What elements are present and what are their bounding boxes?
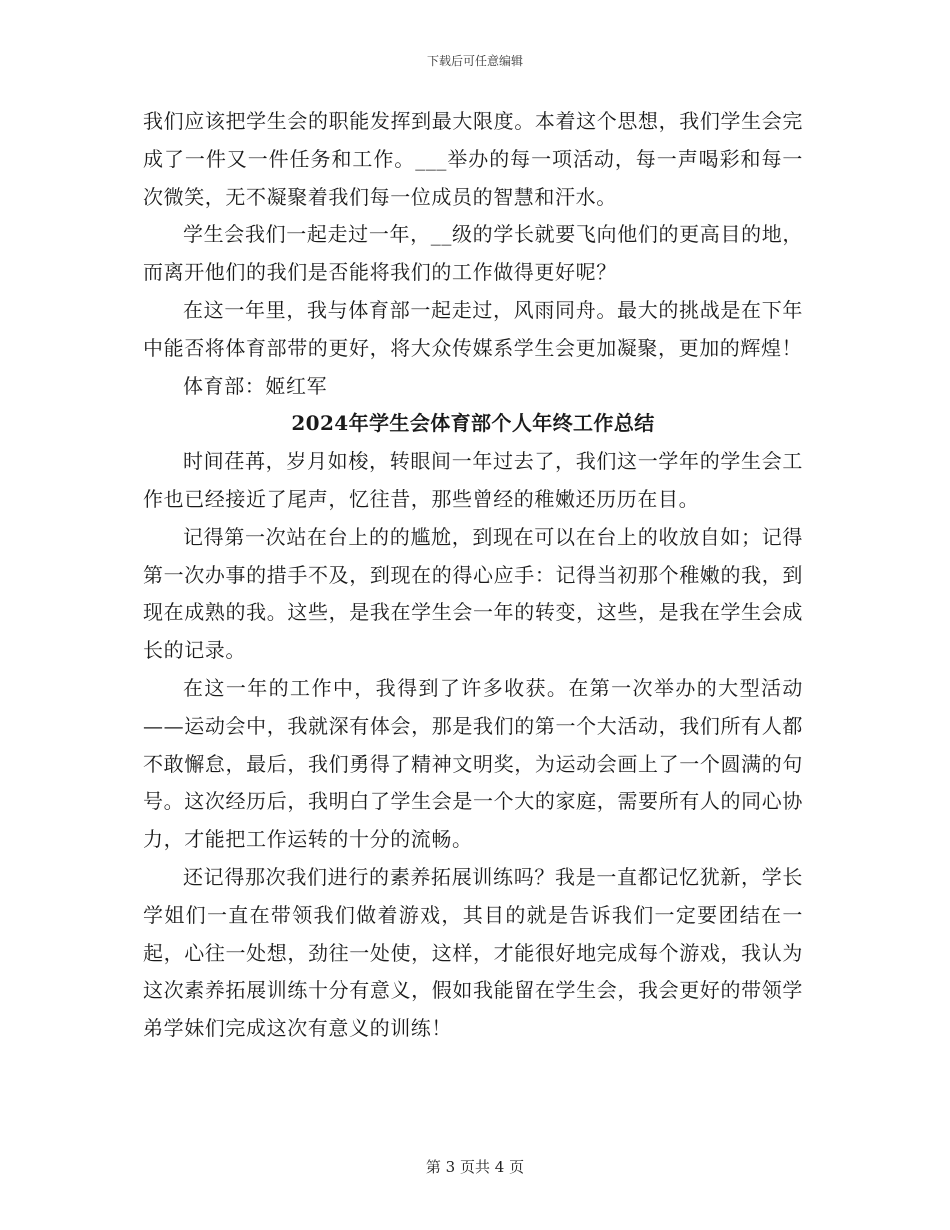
section-paragraph-3: 在这一年的工作中，我得到了许多收获。在第一次举办的大型活动——运动会中，我就深有体会，那是我们的第一个大活动，我们所有人都不敢懈怠，最后，我们勇得了精神文明奖，为运动会画上了一个圆满的句号。这次经历后，我明白了学生会是一个大的家庭，需要所有人的同心协力，才能把工作运转的十分的流畅。 [143, 675, 803, 852]
page-number: 第 3 页共 4 页 [425, 1158, 525, 1176]
section-paragraph-1: 时间荏苒，岁月如梭，转眼间一年过去了，我们这一学年的学生会工作也已经接近了尾声，忆往昔，那些曾经的稚嫩还历历在目。 [143, 449, 803, 511]
paragraph-3: 在这一年里，我与体育部一起走过，风雨同舟。最大的挑战是在下年中能否将体育部带的更好，将大众传媒系学生会更加凝聚，更加的辉煌！ [143, 297, 803, 360]
signature-line: 体育部：姬红军 [183, 373, 328, 398]
page-header: 下载后可任意编辑 [426, 54, 523, 68]
document-body [143, 103, 803, 1048]
section-title: 2024年学生会体育部个人年终工作总结 [291, 411, 655, 436]
section-paragraph-2: 记得第一次站在台上的的尴尬，到现在可以在台上的收放自如；记得第一次办事的措手不及，到现在的得心应手：记得当初那个稚嫩的我，到现在成熟的我。这些，是我在学生会一年的转变，这些，是我在学生会成长的记录。 [143, 524, 803, 663]
paragraph-2: 学生会我们一起走过一年，__级的学长就要飞向他们的更高目的地，而离开他们的我们是否能将我们的工作做得更好呢？ [143, 222, 803, 285]
section-paragraph-4: 还记得那次我们进行的素养拓展训练吗？我是一直都记忆犹新，学长学姐们一直在带领我们做着游戏，其目的就是告诉我们一定要团结在一起，心往一处想，劲往一处使，这样，才能很好地完成每个游戏，我认为这次素养拓展训练十分有意义，假如我能留在学生会，我会更好的带领学弟学妹们完成这次有意义的训练！ [143, 864, 803, 1041]
paragraph-1: 我们应该把学生会的职能发挥到最大限度。本着这个思想，我们学生会完成了一件又一件任务和工作。___举办的每一项活动，每一声喝彩和每一次微笑，无不凝聚着我们每一位成员的智慧和汗水。 [143, 109, 803, 209]
